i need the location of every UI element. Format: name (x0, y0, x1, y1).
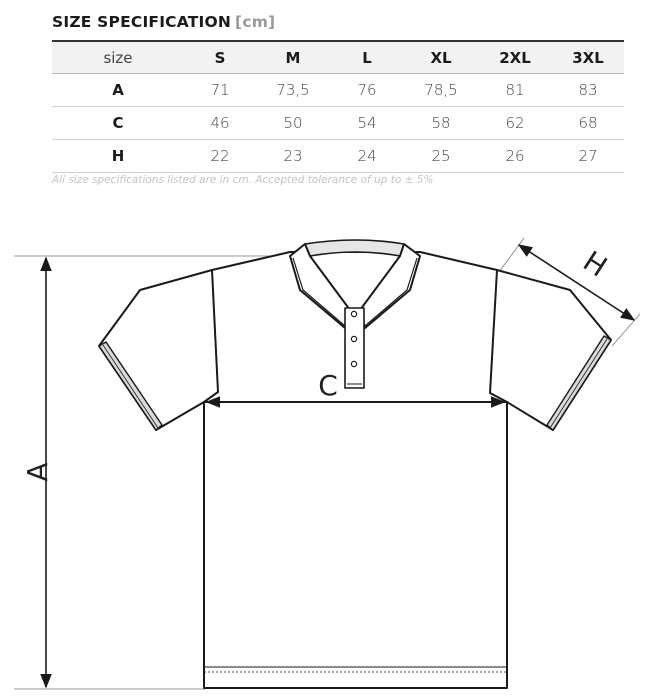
label-c: C (318, 369, 338, 402)
shirt-outline (99, 240, 611, 688)
heading-unit: [cm] (235, 13, 276, 31)
size-header-s: S (184, 41, 256, 74)
heading-title: SIZE SPECIFICATION (52, 13, 232, 31)
button-3 (351, 361, 356, 366)
table-cell: 71 (184, 74, 256, 107)
label-a: A (21, 462, 54, 482)
size-header-l: L (330, 41, 404, 74)
size-header-m: M (256, 41, 330, 74)
size-column-header: size (52, 41, 184, 74)
shirt-body (204, 402, 507, 688)
button-2 (351, 336, 356, 341)
placket (345, 308, 364, 388)
table-cell: 83 (552, 74, 624, 107)
row-label-h: H (52, 140, 184, 173)
table-cell: 22 (184, 140, 256, 173)
table-cell: 23 (256, 140, 330, 173)
table-cell: 24 (330, 140, 404, 173)
row-label-c: C (52, 107, 184, 140)
table-cell: 46 (184, 107, 256, 140)
tolerance-note: All size specifications listed are in cm. Accepted tolerance of up to ± 5% (52, 174, 434, 186)
table-cell: 58 (404, 107, 478, 140)
table-cell: 76 (330, 74, 404, 107)
label-h: H (577, 244, 613, 284)
table-cell: 62 (478, 107, 552, 140)
table-cell: 78,5 (404, 74, 478, 107)
table-cell: 50 (256, 107, 330, 140)
size-header-3xl: 3XL (552, 41, 624, 74)
table-cell: 26 (478, 140, 552, 173)
left-sleeve (99, 270, 212, 430)
table-cell: 81 (478, 74, 552, 107)
table-cell: 68 (552, 107, 624, 140)
table-cell: 25 (404, 140, 478, 173)
table-cell: 54 (330, 107, 404, 140)
table-cell: 73,5 (256, 74, 330, 107)
sleeve-guide-bottom (612, 314, 640, 346)
size-header-xl: XL (404, 41, 478, 74)
button-1 (351, 311, 356, 316)
sleeve-guide-top (499, 238, 524, 272)
size-header-2xl: 2XL (478, 41, 552, 74)
row-label-a: A (52, 74, 184, 107)
table-cell: 27 (552, 140, 624, 173)
